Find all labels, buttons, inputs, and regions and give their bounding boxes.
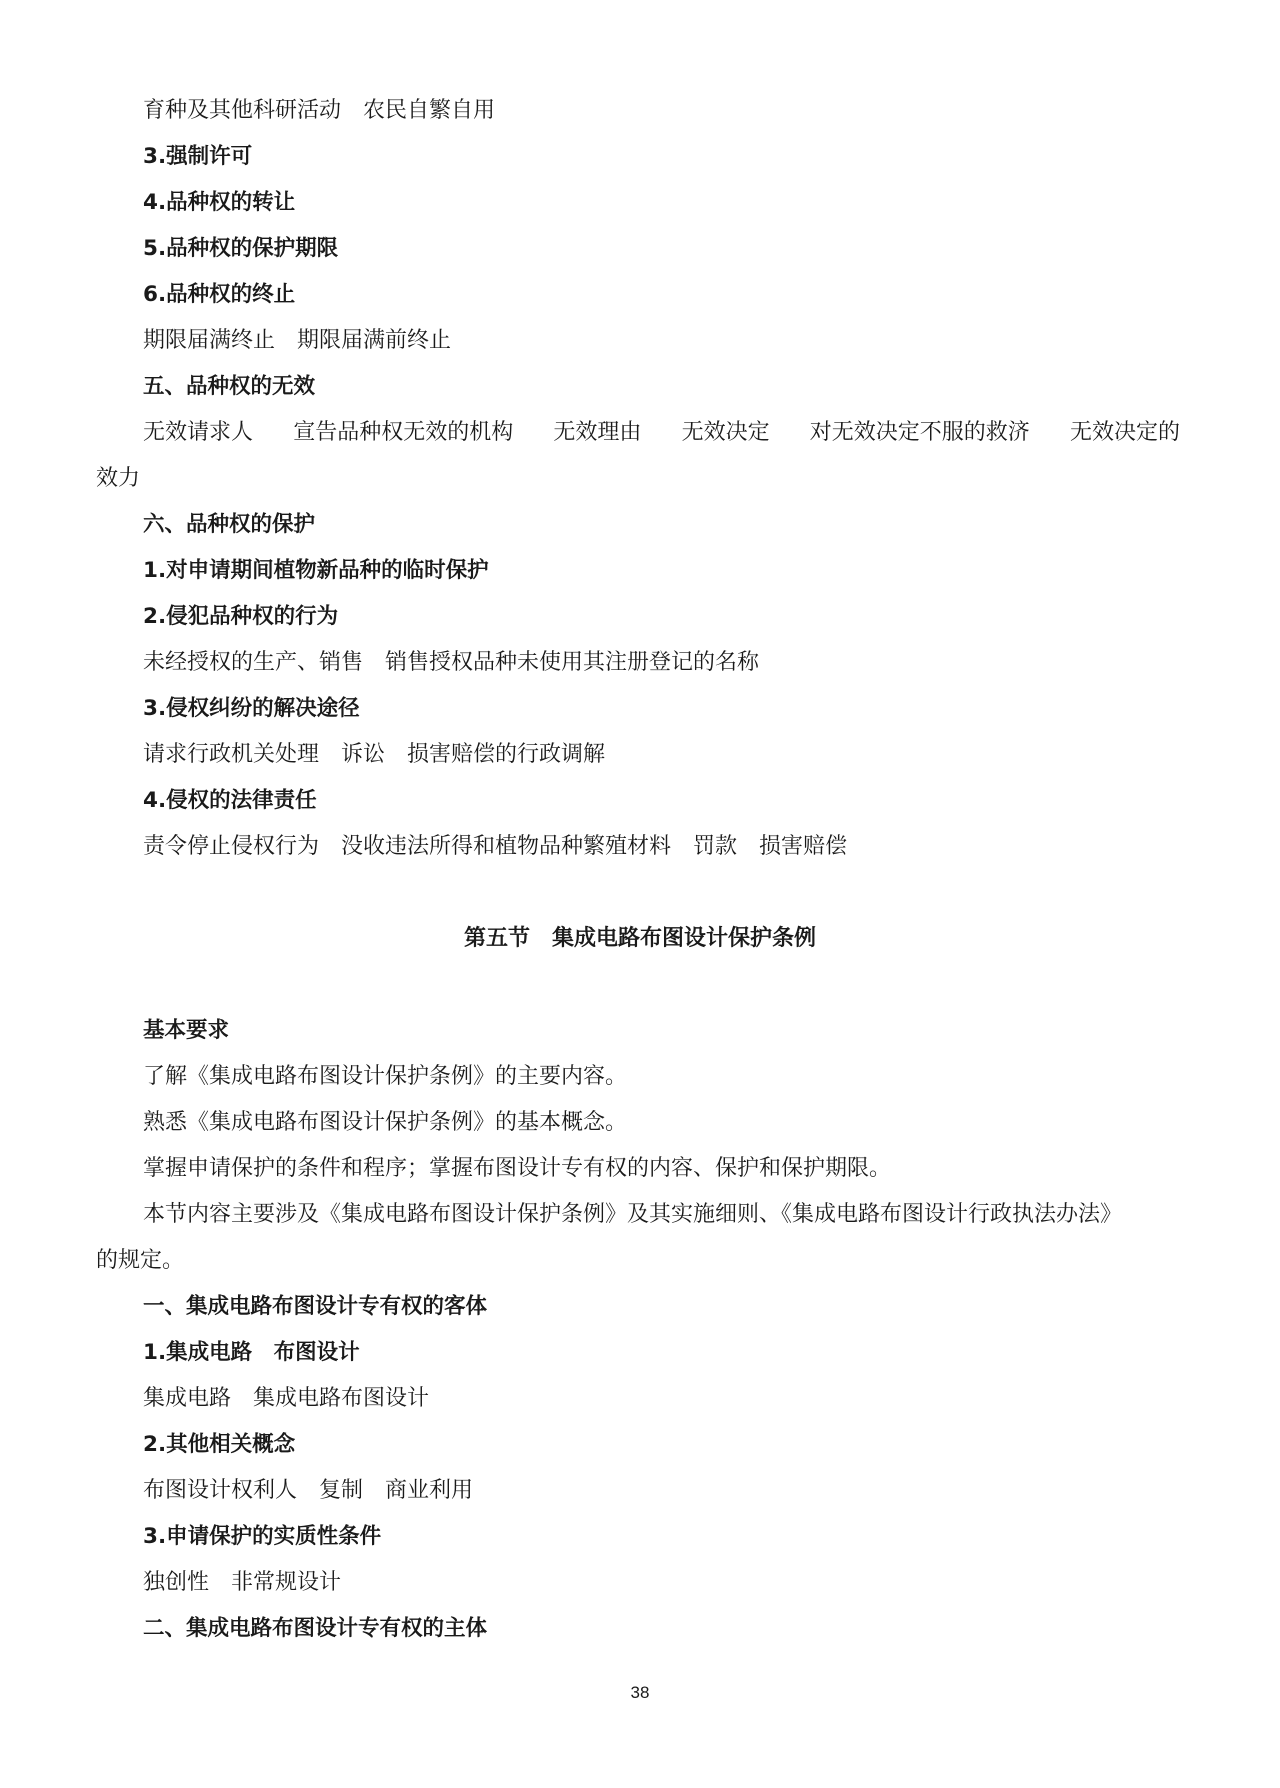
subheading: 4.侵权的法律责任 <box>143 788 317 813</box>
page-number: 38 <box>630 1683 650 1702</box>
section-heading: 一、集成电路布图设计专有权的客体 <box>143 1294 488 1319</box>
text-line: 期限届满终止 期限届满前终止 <box>143 328 452 353</box>
subheading: 6.品种权的终止 <box>143 282 296 307</box>
subheading: 2.其他相关概念 <box>143 1432 296 1457</box>
text-line: 未经授权的生产、销售 销售授权品种未使用其注册登记的名称 <box>143 650 760 675</box>
text-line: 请求行政机关处理 诉讼 损害赔偿的行政调解 <box>143 742 606 767</box>
text-line: 责令停止侵权行为 没收违法所得和植物品种繁殖材料 罚款 损害赔偿 <box>143 834 848 859</box>
subheading: 2.侵犯品种权的行为 <box>143 604 339 629</box>
subheading: 1.对申请期间植物新品种的临时保护 <box>143 558 489 583</box>
text-term: 无效决定的 <box>1069 420 1180 445</box>
section-heading: 二、集成电路布图设计专有权的主体 <box>143 1616 488 1641</box>
text-line: 独创性 非常规设计 <box>143 1570 342 1595</box>
subheading: 3.强制许可 <box>143 144 253 169</box>
text-term: 无效理由 <box>553 420 642 445</box>
text-term: 宣告品种权无效的机构 <box>293 420 514 445</box>
text-line: 集成电路 集成电路布图设计 <box>143 1386 430 1411</box>
subheading: 1.集成电路 布图设计 <box>143 1340 360 1365</box>
text-line-justified <box>143 418 1180 448</box>
subheading: 4.品种权的转让 <box>143 190 296 215</box>
text-line: 了解《集成电路布图设计保护条例》的主要内容。 <box>143 1064 628 1089</box>
text-line: 效力 <box>96 466 141 491</box>
section-heading: 六、品种权的保护 <box>143 512 316 537</box>
subheading: 3.申请保护的实质性条件 <box>143 1524 382 1549</box>
text-line: 掌握申请保护的条件和程序；掌握布图设计专有权的内容、保护和保护期限。 <box>143 1156 892 1181</box>
text-term: 无效决定 <box>681 420 770 445</box>
section-title: 第五节 集成电路布图设计保护条例 <box>463 926 816 951</box>
section-heading: 五、品种权的无效 <box>143 374 316 399</box>
text-line: 布图设计权利人 复制 商业利用 <box>143 1478 474 1503</box>
subheading: 3.侵权纠纷的解决途径 <box>143 696 360 721</box>
subheading: 基本要求 <box>143 1018 230 1043</box>
subheading: 5.品种权的保护期限 <box>143 236 339 261</box>
text-line: 的规定。 <box>96 1248 185 1273</box>
text-line: 熟悉《集成电路布图设计保护条例》的基本概念。 <box>143 1110 628 1135</box>
text-term: 无效请求人 <box>143 420 254 445</box>
text-term: 对无效决定不服的救济 <box>809 420 1030 445</box>
text-line: 本节内容主要涉及《集成电路布图设计保护条例》及其实施细则、《集成电路布图设计行政执法办法》 <box>143 1202 1123 1227</box>
text-line: 育种及其他科研活动 农民自繁自用 <box>143 98 496 123</box>
